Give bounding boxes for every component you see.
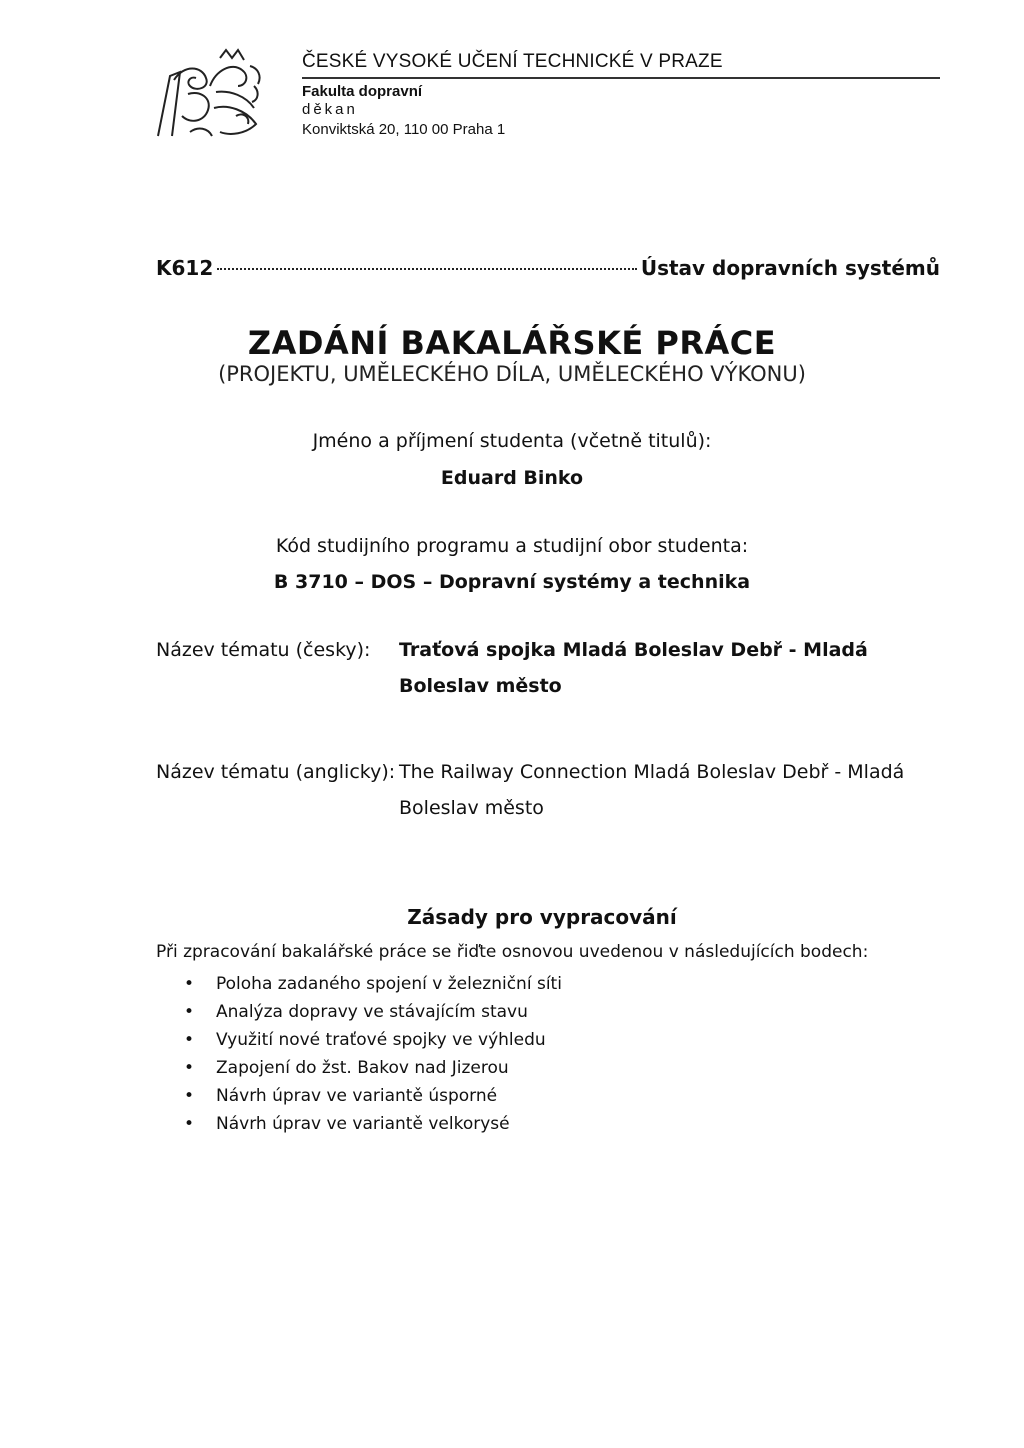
topic-cz-line1: Traťová spojka Mladá Boleslav Debř - Mladá — [399, 639, 868, 661]
topic-en-value — [399, 754, 946, 826]
topic-en-line1: The Railway Connection Mladá Boleslav Debř - Mladá — [399, 761, 905, 783]
document-subtitle: (PROJEKTU, UMĚLECKÉHO DÍLA, UMĚLECKÉHO VÝKONU) — [218, 362, 806, 386]
header-rule — [302, 77, 940, 79]
bullet-icon: • — [184, 1114, 195, 1134]
student-name: Eduard Binko — [440, 467, 584, 489]
student-label: Jméno a příjmení studenta (včetně titulů): — [312, 430, 712, 452]
topic-cz-line2: Boleslav město — [399, 675, 562, 697]
bullet-icon: • — [184, 974, 195, 994]
bullet-icon: • — [184, 1030, 195, 1050]
topic-en-line2: Boleslav město — [399, 797, 544, 819]
topic-cz-value — [399, 632, 946, 704]
dotted-leader — [217, 268, 637, 270]
list-item: • Návrh úprav ve variantě velkorysé — [156, 1110, 562, 1138]
university-name: ČESKÉ VYSOKÉ UČENÍ TECHNICKÉ V PRAZE — [302, 51, 723, 72]
guidelines-intro: Při zpracování bakalářské práce se řiďte osnovou uvedenou v následujících bodech: — [156, 942, 869, 962]
topic-cz-label: Název tématu (česky): — [156, 639, 371, 661]
list-item: • Poloha zadaného spojení v železniční síti — [156, 970, 562, 998]
bullet-icon: • — [184, 1086, 195, 1106]
topic-en-row — [156, 754, 946, 826]
list-item: • Využití nové traťové spojky ve výhledu — [156, 1026, 562, 1054]
program-label: Kód studijního programu a studijní obor studenta: — [275, 535, 749, 557]
guidelines-list — [156, 970, 562, 1138]
faculty-name: Fakulta dopravní — [302, 83, 423, 100]
department-code: K612 — [156, 256, 214, 280]
faculty-address: Konviktská 20, 110 00 Praha 1 — [302, 121, 506, 138]
topic-cz-row — [156, 632, 946, 704]
ctu-lion-logo-icon — [150, 46, 270, 146]
guidelines-heading: Zásady pro vypracování — [407, 905, 677, 929]
department-name: Ústav dopravních systémů — [640, 256, 940, 280]
program-value: B 3710 – DOS – Dopravní systémy a technika — [273, 571, 751, 593]
list-item: • Zapojení do žst. Bakov nad Jizerou — [156, 1054, 562, 1082]
bullet-icon: • — [184, 1058, 195, 1078]
dean-label: děkan — [302, 101, 358, 118]
topic-en-label: Název tématu (anglicky): — [156, 761, 396, 783]
bullet-icon: • — [184, 1002, 195, 1022]
list-item: • Analýza dopravy ve stávajícím stavu — [156, 998, 562, 1026]
department-line — [156, 256, 940, 280]
list-item: • Návrh úprav ve variantě úsporné — [156, 1082, 562, 1110]
document-title: ZADÁNÍ BAKALÁŘSKÉ PRÁCE — [247, 324, 777, 362]
letterhead — [302, 50, 940, 141]
